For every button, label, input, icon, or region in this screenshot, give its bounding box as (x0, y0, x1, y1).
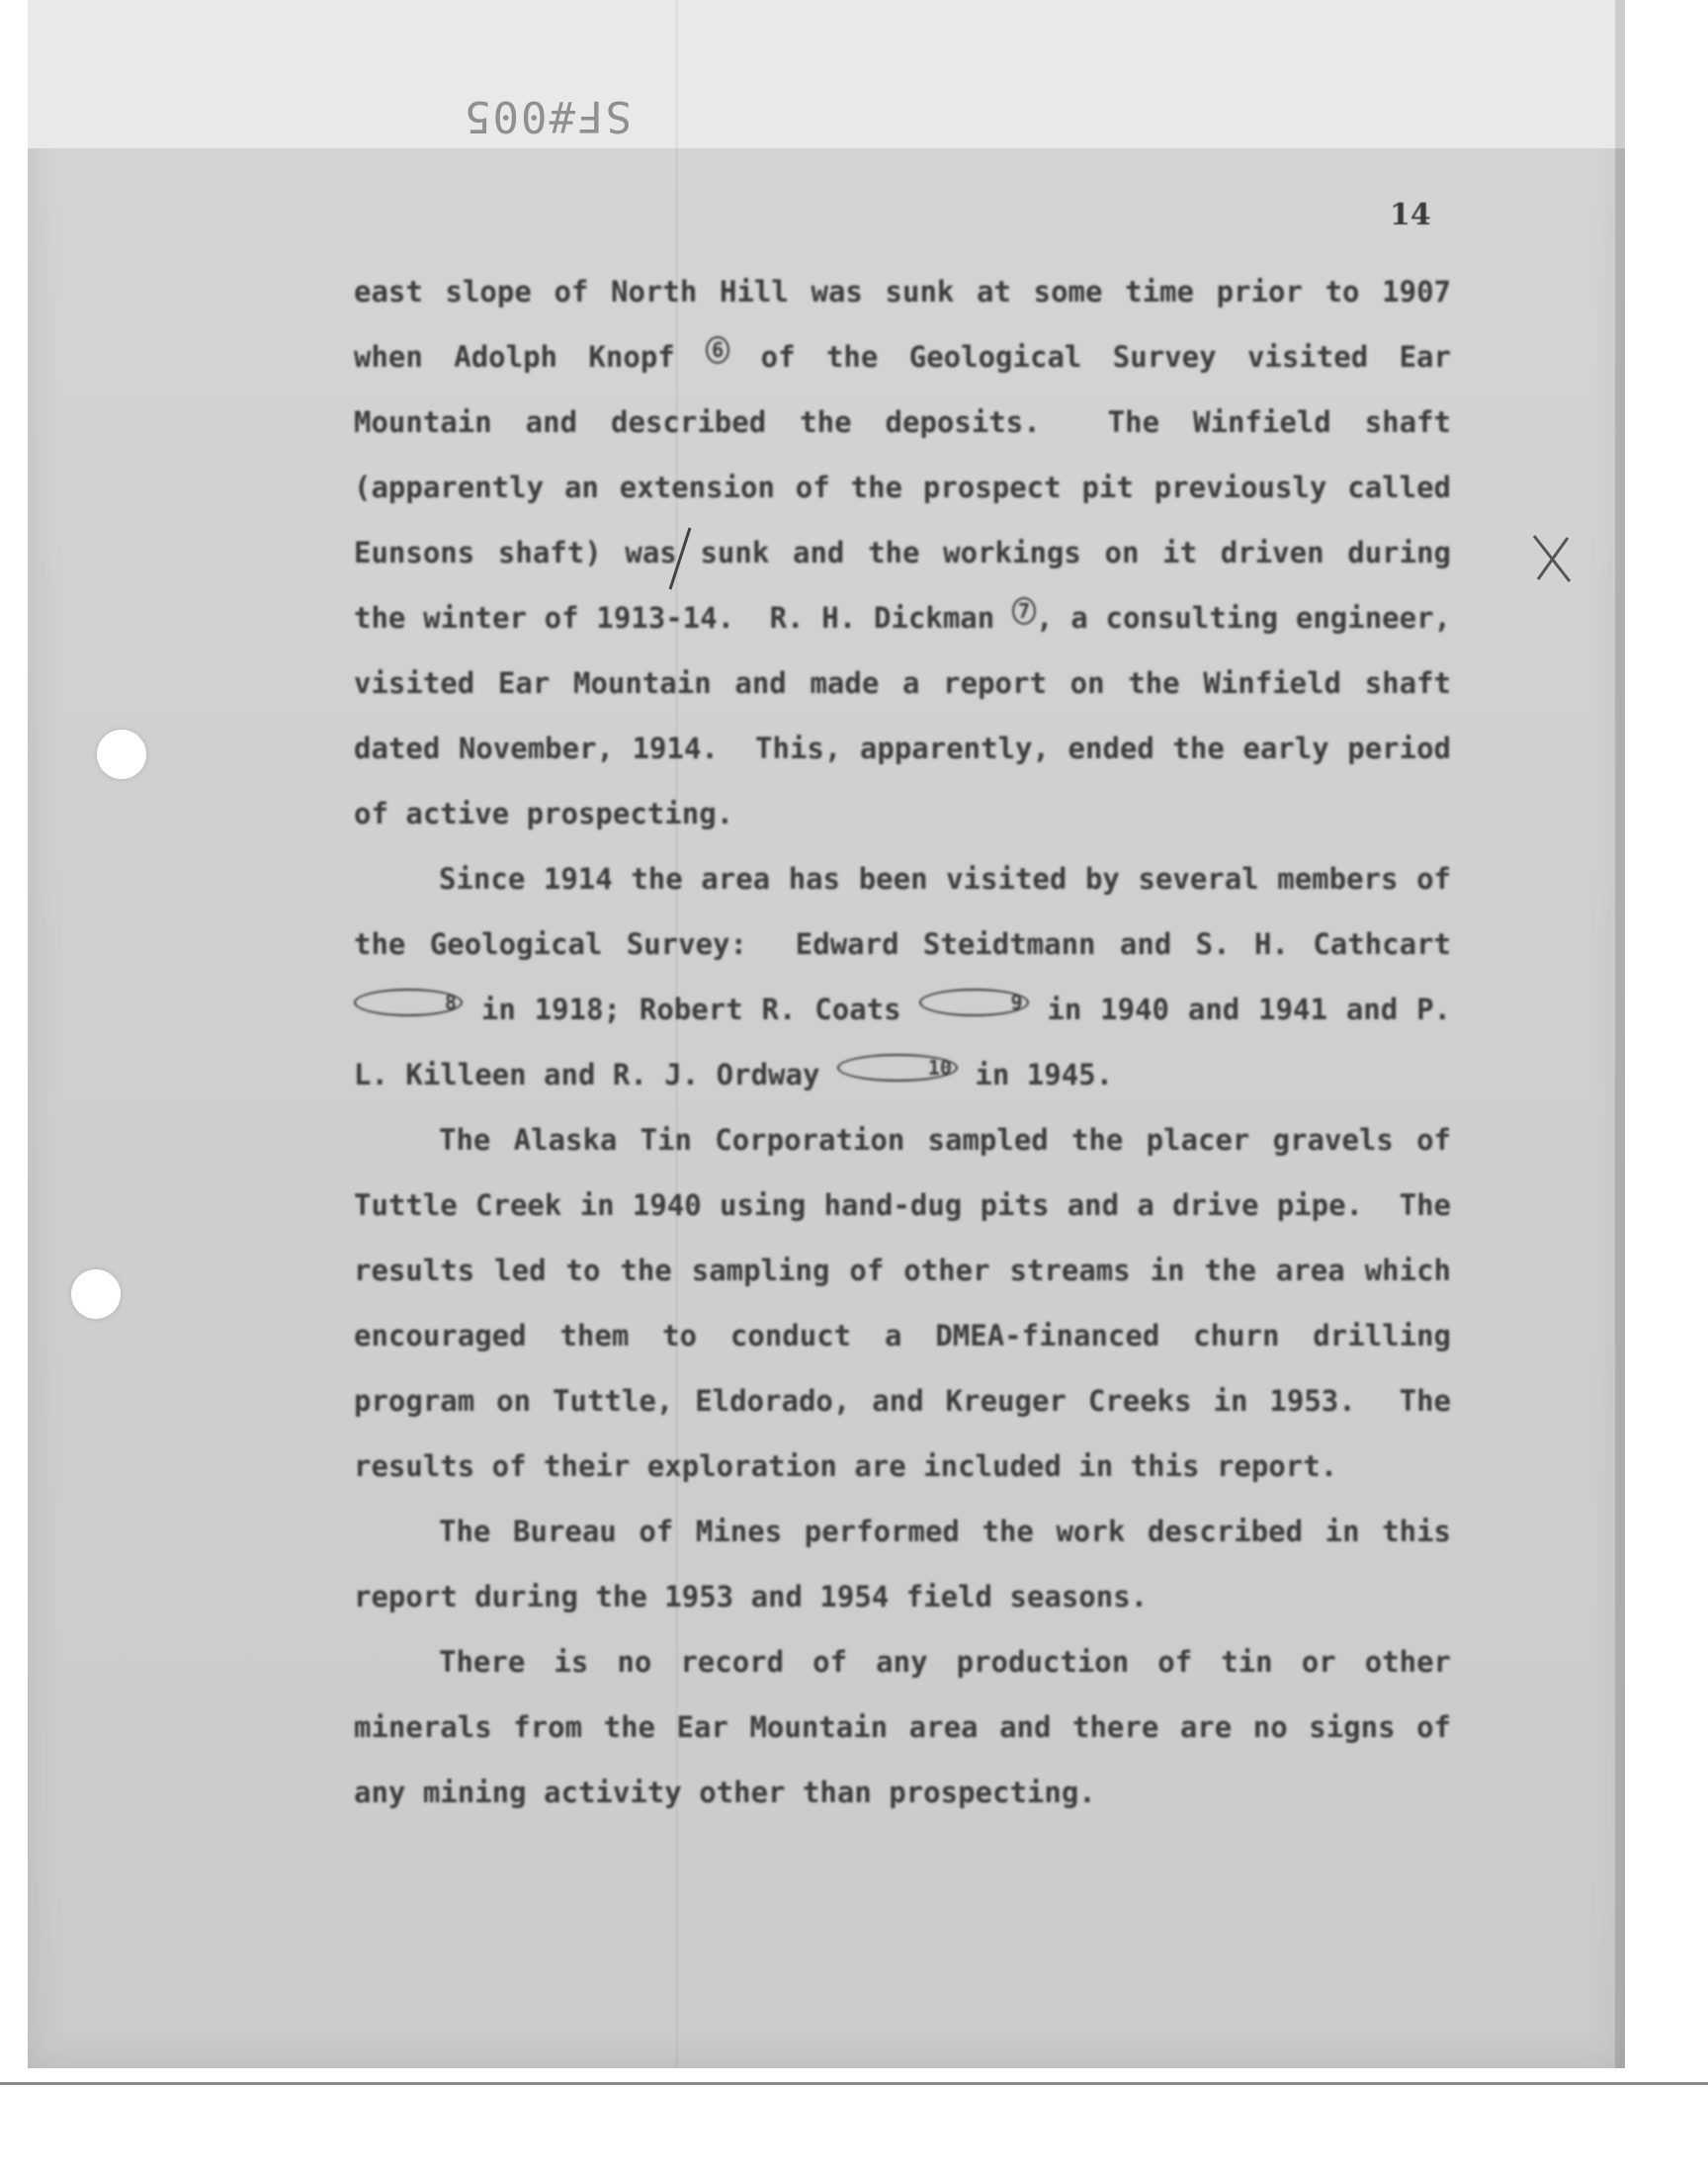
paragraph (354, 846, 1469, 1107)
paragraph-text: east slope of North Hill was sunk at some time prior to 1907 when Adolph Knopf (354, 275, 1469, 374)
punch-hole-lower (71, 1269, 121, 1319)
margin-x-mark (1532, 534, 1572, 583)
paragraph-text: Since 1914 the area has been visited by several members of the Geological Survey: Edward Steidtmann and S. H. Cathcart (354, 862, 1469, 961)
paragraph (354, 1499, 1469, 1629)
paragraph-text: There is no record of any production of tin or other minerals from the Ear Mountain area and there are no signs of any mining activity other than prospecting. (354, 1645, 1469, 1809)
punch-hole-upper (97, 730, 146, 779)
paragraph-text: of the Geological Survey visited Ear Mountain and described the deposits. The Winfield shaft (apparently an extension of the prospect pit previously called Eunsons shaft) was sunk and the workings on it driven during the winter of 1913-14. R. H. Dickman (354, 340, 1469, 635)
reference-marker: 8 (354, 989, 463, 1016)
document-stamp: SF#005 (463, 91, 632, 141)
body-text (354, 259, 1469, 1825)
paragraph-text: in 1940 and 1941 and P. L. Killeen and R. J. Ordway (354, 993, 1469, 1091)
paragraph-text: , a consulting engineer, visited Ear Mountain and made a report on the Winfield shaft dated November, 1914. This, apparently, ended the early period of active prospecting. (354, 601, 1469, 830)
page-edge-shadow (1615, 0, 1625, 2068)
reference-marker: 6 (706, 336, 729, 364)
paragraph (354, 259, 1469, 846)
page-number: 14 (1390, 198, 1431, 232)
paragraph-text: in 1945. (957, 1058, 1114, 1091)
handwritten-slash-mark (660, 524, 700, 593)
paragraph-text: The Alaska Tin Corporation sampled the placer gravels of Tuttle Creek in 1940 using hand-dug pits and a drive pipe. The results led to the sampling of other streams in the area which encouraged them to conduct a DMEA-financed churn drilling program on Tuttle, Eldorado, and Kreuger Creeks in 1953. The results of their exploration are included in this report. (354, 1123, 1469, 1483)
reference-marker: 7 (1012, 597, 1036, 625)
paragraph (354, 1107, 1469, 1499)
scanned-page (28, 0, 1625, 2068)
reference-marker: 10 (837, 1054, 958, 1082)
scan-top-band (28, 0, 1625, 148)
reference-marker: 9 (919, 989, 1028, 1016)
paragraph (354, 1629, 1469, 1825)
paragraph-text: The Bureau of Mines performed the work described in this report during the 1953 and 1954 field seasons. (354, 1515, 1469, 1613)
scan-bottom-edge (0, 2082, 1708, 2085)
paragraph-text: in 1918; Robert R. Coats (463, 993, 920, 1026)
